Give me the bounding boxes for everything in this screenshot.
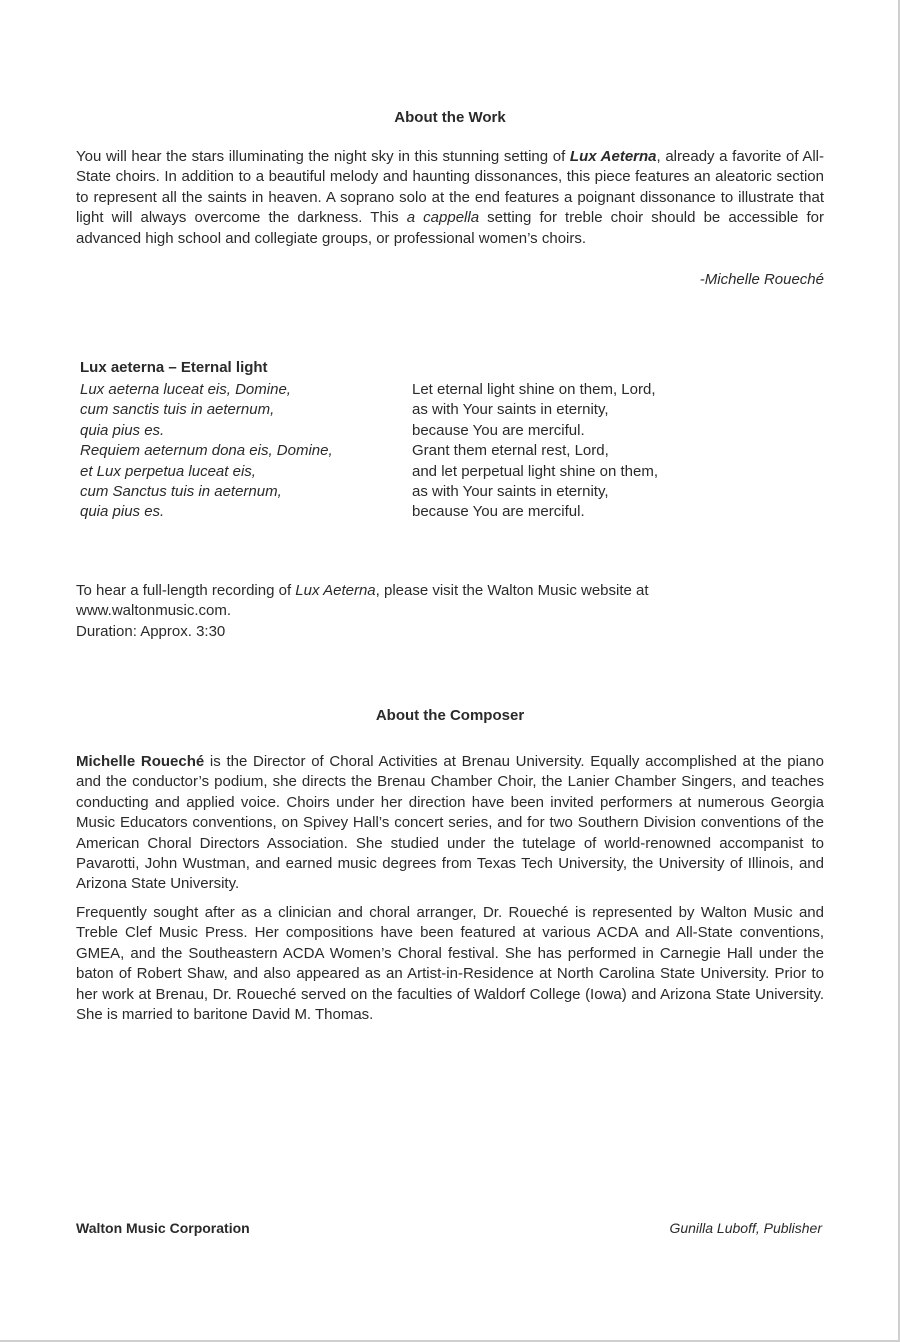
work-title: Lux Aeterna xyxy=(569,148,657,165)
latin-line: cum Sanctus tuis in aeternum, xyxy=(80,483,282,501)
latin-line: Requiem aeternum dona eis, Domine, xyxy=(80,442,333,460)
about-work-heading: About the Work xyxy=(394,109,506,126)
recording-text-b: , please visit the Walton Music website at xyxy=(375,582,649,599)
lyrics-title: Lux aeterna – Eternal light xyxy=(80,359,268,376)
english-line: as with Your saints in eternity, xyxy=(412,401,609,419)
about-work-text-a: You will hear the stars illuminating the night sky in this stunning setting of xyxy=(76,148,570,165)
lyrics-english-column xyxy=(412,380,832,523)
recording-text-a: To hear a full-length recording of xyxy=(76,582,296,599)
english-line: Let eternal light shine on them, Lord, xyxy=(412,381,656,398)
about-work-text-b: , already a favorite of All-State choirs. In addition to a beautiful melody and haunting dissonances, this piece features an aleatoric section to represent all the saints in heaven. A soprano solo at the end features a poignant dissonance to illustrate that light will always overcome the darkness. This xyxy=(76,148,824,227)
latin-line: quia pius es. xyxy=(80,421,165,439)
latin-line: quia pius es. xyxy=(80,503,165,521)
recording-title: Lux Aeterna xyxy=(295,582,376,599)
recording-info xyxy=(76,581,824,642)
latin-line: et Lux perpetua luceat eis, xyxy=(80,462,256,480)
latin-line: cum sanctis tuis in aeternum, xyxy=(80,401,275,419)
about-work-text-c: setting for treble choir should be accessible for advanced high school and collegiate groups, or professional women’s choirs. xyxy=(76,209,825,247)
about-work-paragraph xyxy=(76,147,824,249)
composer-name: Michelle Roueché xyxy=(76,753,205,770)
about-work-signature: -Michelle Roueché xyxy=(699,271,824,288)
composer-paragraph-2: Frequently sought after as a clinician and choral arranger, Dr. Roueché is represented by Walton Music and Treble Clef Music Press. Her compositions have been featured at various ACDA and All-State conventions, GMEA, and the Southeastern ACDA Women’s Choral festival. She has performed in Carnegie Hall under the baton of Robert Shaw, and also appeared as an Artist-in-Residence at North Carolina State University. Prior to her work at Brenau, Dr. Roueché served on the faculties of Waldorf College (Iowa) and Arizona State University. She is married to baritone David M. Thomas. xyxy=(76,904,824,1024)
english-line: and let perpetual light shine on them, xyxy=(412,462,658,480)
latin-line: Lux aeterna luceat eis, Domine, xyxy=(80,381,291,398)
english-line: as with Your saints in eternity, xyxy=(412,483,609,501)
english-line: because You are merciful. xyxy=(412,503,585,521)
english-line: Grant them eternal rest, Lord, xyxy=(412,442,609,460)
composer-paragraph-1 xyxy=(76,752,824,895)
about-composer-heading: About the Composer xyxy=(375,707,525,724)
english-line: because You are merciful. xyxy=(412,421,585,439)
lyrics-latin-column xyxy=(80,380,400,523)
duration-text: Duration: Approx. 3:30 xyxy=(76,622,226,640)
recording-line xyxy=(76,581,824,601)
footer-publisher-name: Gunilla Luboff, Publisher xyxy=(669,1220,822,1236)
footer-publisher-company: Walton Music Corporation xyxy=(76,1220,250,1236)
composer-bio-1: is the Director of Choral Activities at Brenau University. Equally accomplished at the piano and the conductor’s podium, she directs the Brenau Chamber Choir, the Lanier Chamber Singers, and teaches conducting and applied voice. Choirs under her direction have been invited performers at numerous Georgia Music Educators conventions, on Spivey Hall’s concert series, and for two Southern Division conventions of the American Choral Directors Association. She studied under the tutelage of world-renowned accompanist to Pavarotti, John Wustman, and earned music degrees from Texas Tech University, the University of Illinois, and Arizona State University. xyxy=(76,753,824,893)
a-cappella-term: a cappella xyxy=(406,209,480,227)
website-link[interactable]: www.waltonmusic.com. xyxy=(76,602,232,620)
